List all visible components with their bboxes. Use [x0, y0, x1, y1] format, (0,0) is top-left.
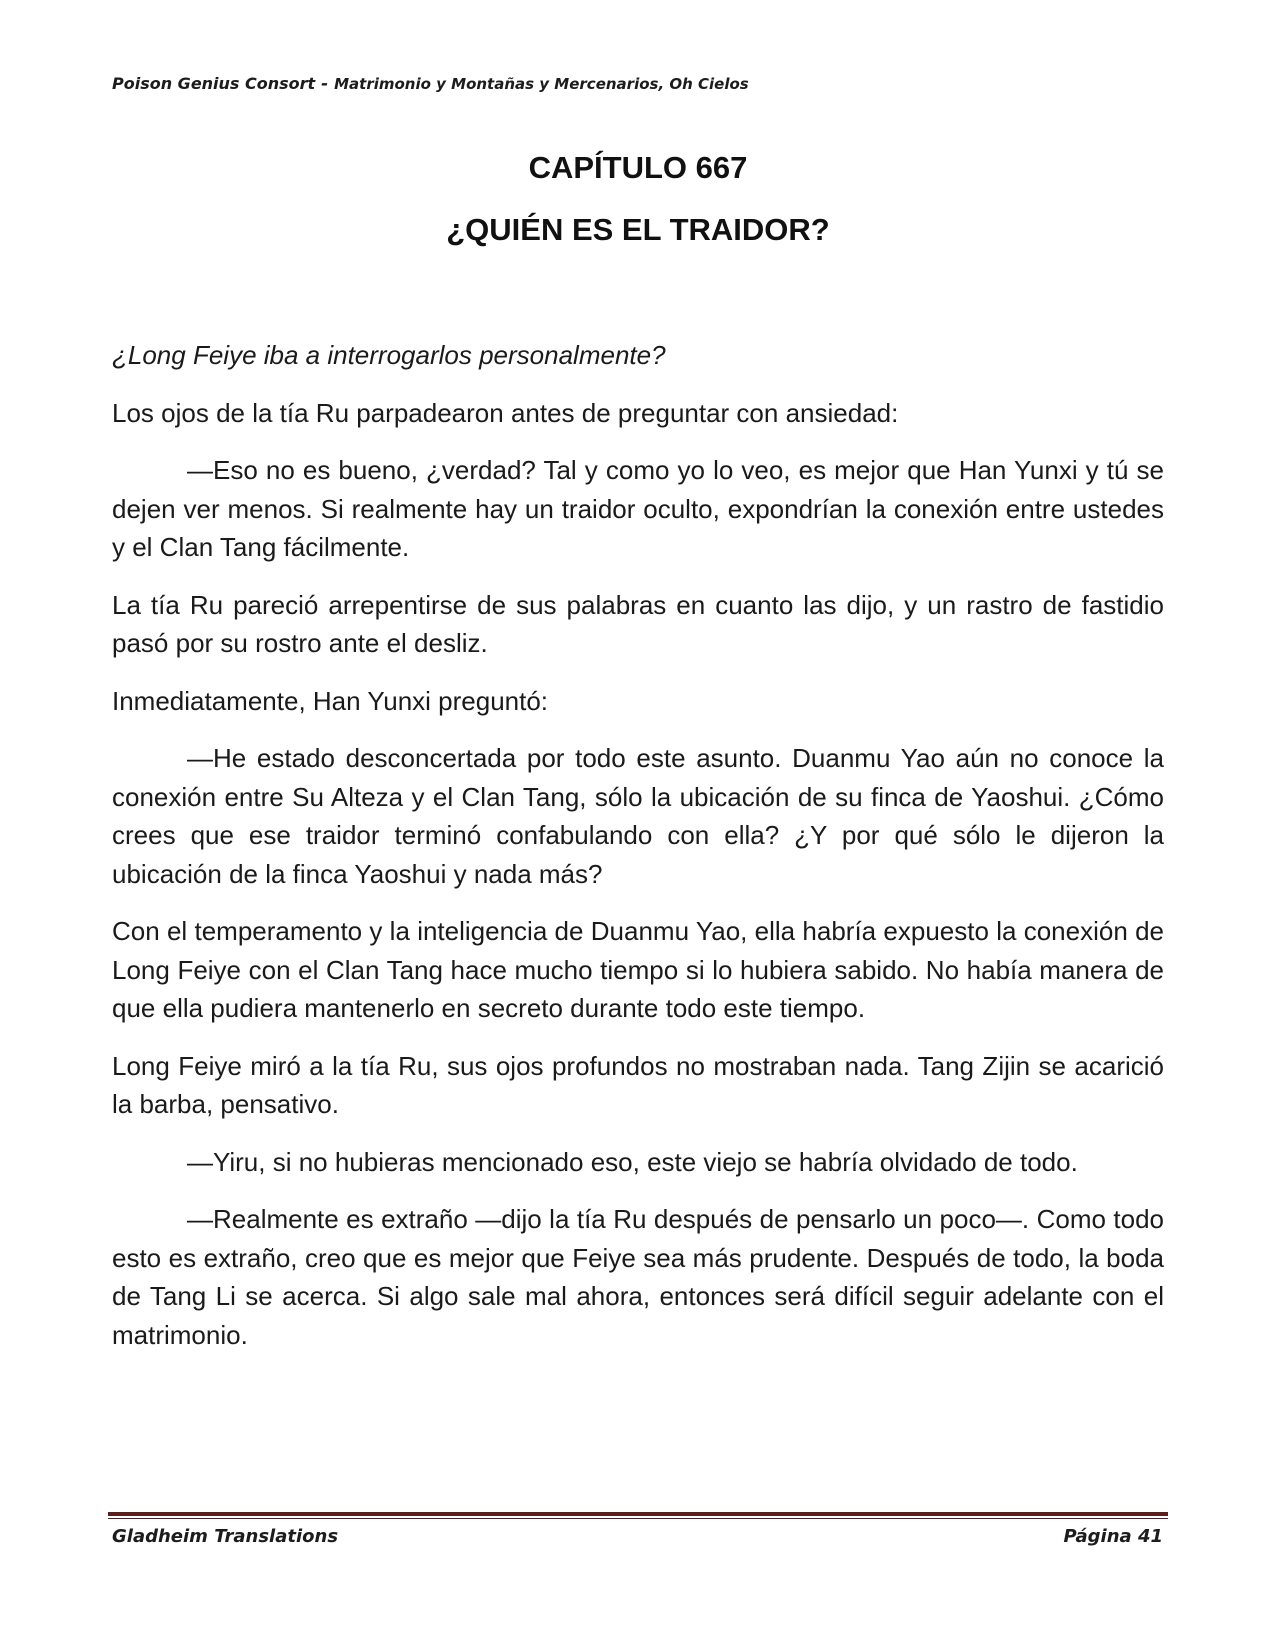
footer-divider: [108, 1512, 1168, 1516]
running-header: [112, 74, 749, 94]
footer-divider-thin: [108, 1518, 1168, 1519]
page-number: Página 41: [1063, 1526, 1163, 1547]
paragraph: La tía Ru pareció arrepentirse de sus palabras en cuanto las dijo, y un rastro de fastidio pasó por su rostro ante el desliz.: [112, 589, 1164, 658]
footer-translator: Gladheim Translations: [112, 1526, 339, 1547]
paragraph: Long Feiye miró a la tía Ru, sus ojos profundos no mostraban nada. Tang Zijin se acarició la barba, pensativo.: [112, 1050, 1164, 1119]
dialogue-paragraph: —He estado desconcertada por todo este asunto. Duanmu Yao aún no conoce la conexión entre Su Alteza y el Clan Tang, sólo la ubicación de su finca de Yaoshui. ¿Cómo crees que ese traidor terminó confabulando con ella? ¿Y por qué sólo le dijeron la ubicación de la finca Yaoshui y nada más?: [112, 743, 1164, 889]
paragraph: ¿Long Feiye iba a interrogarlos personalmente?: [112, 340, 666, 370]
series-title: Poison Genius Consort: [112, 74, 316, 93]
dialogue-paragraph: —Yiru, si no hubieras mencionado eso, este viejo se habría olvidado de todo.: [187, 1146, 1078, 1177]
paragraph: Inmediatamente, Han Yunxi preguntó:: [112, 685, 549, 716]
dialogue-paragraph: —Realmente es extraño —dijo la tía Ru después de pensarlo un poco—. Como todo esto es extraño, creo que es mejor que Feiye sea más prudente. Después de todo, la boda de Tang Li se acerca. Si algo sale mal ahora, entonces será difícil seguir adelante con el matrimonio.: [112, 1204, 1164, 1350]
paragraph: Con el temperamento y la inteligencia de Duanmu Yao, ella habría expuesto la conexión de Long Feiye con el Clan Tang hace mucho tiempo si lo hubiera sabido. No había manera de que ella pudiera mantenerlo en secreto durante todo este tiempo.: [112, 916, 1164, 1023]
chapter-number: CAPÍTULO 667: [528, 150, 748, 185]
header-separator: -: [315, 74, 335, 94]
volume-subtitle: Matrimonio y Montañas y Mercenarios, Oh Cielos: [334, 75, 749, 93]
dialogue-paragraph: —Eso no es bueno, ¿verdad? Tal y como yo lo veo, es mejor que Han Yunxi y tú se dejen ver menos. Si realmente hay un traidor oculto, expondrían la conexión entre ustedes y el Clan Tang fácilmente.: [112, 455, 1164, 562]
paragraph: Los ojos de la tía Ru parpadearon antes de preguntar con ansiedad:: [112, 397, 899, 428]
chapter-body: [112, 336, 1164, 1373]
chapter-title: ¿QUIÉN ES EL TRAIDOR?: [446, 212, 830, 247]
chapter-heading: [112, 148, 1164, 250]
